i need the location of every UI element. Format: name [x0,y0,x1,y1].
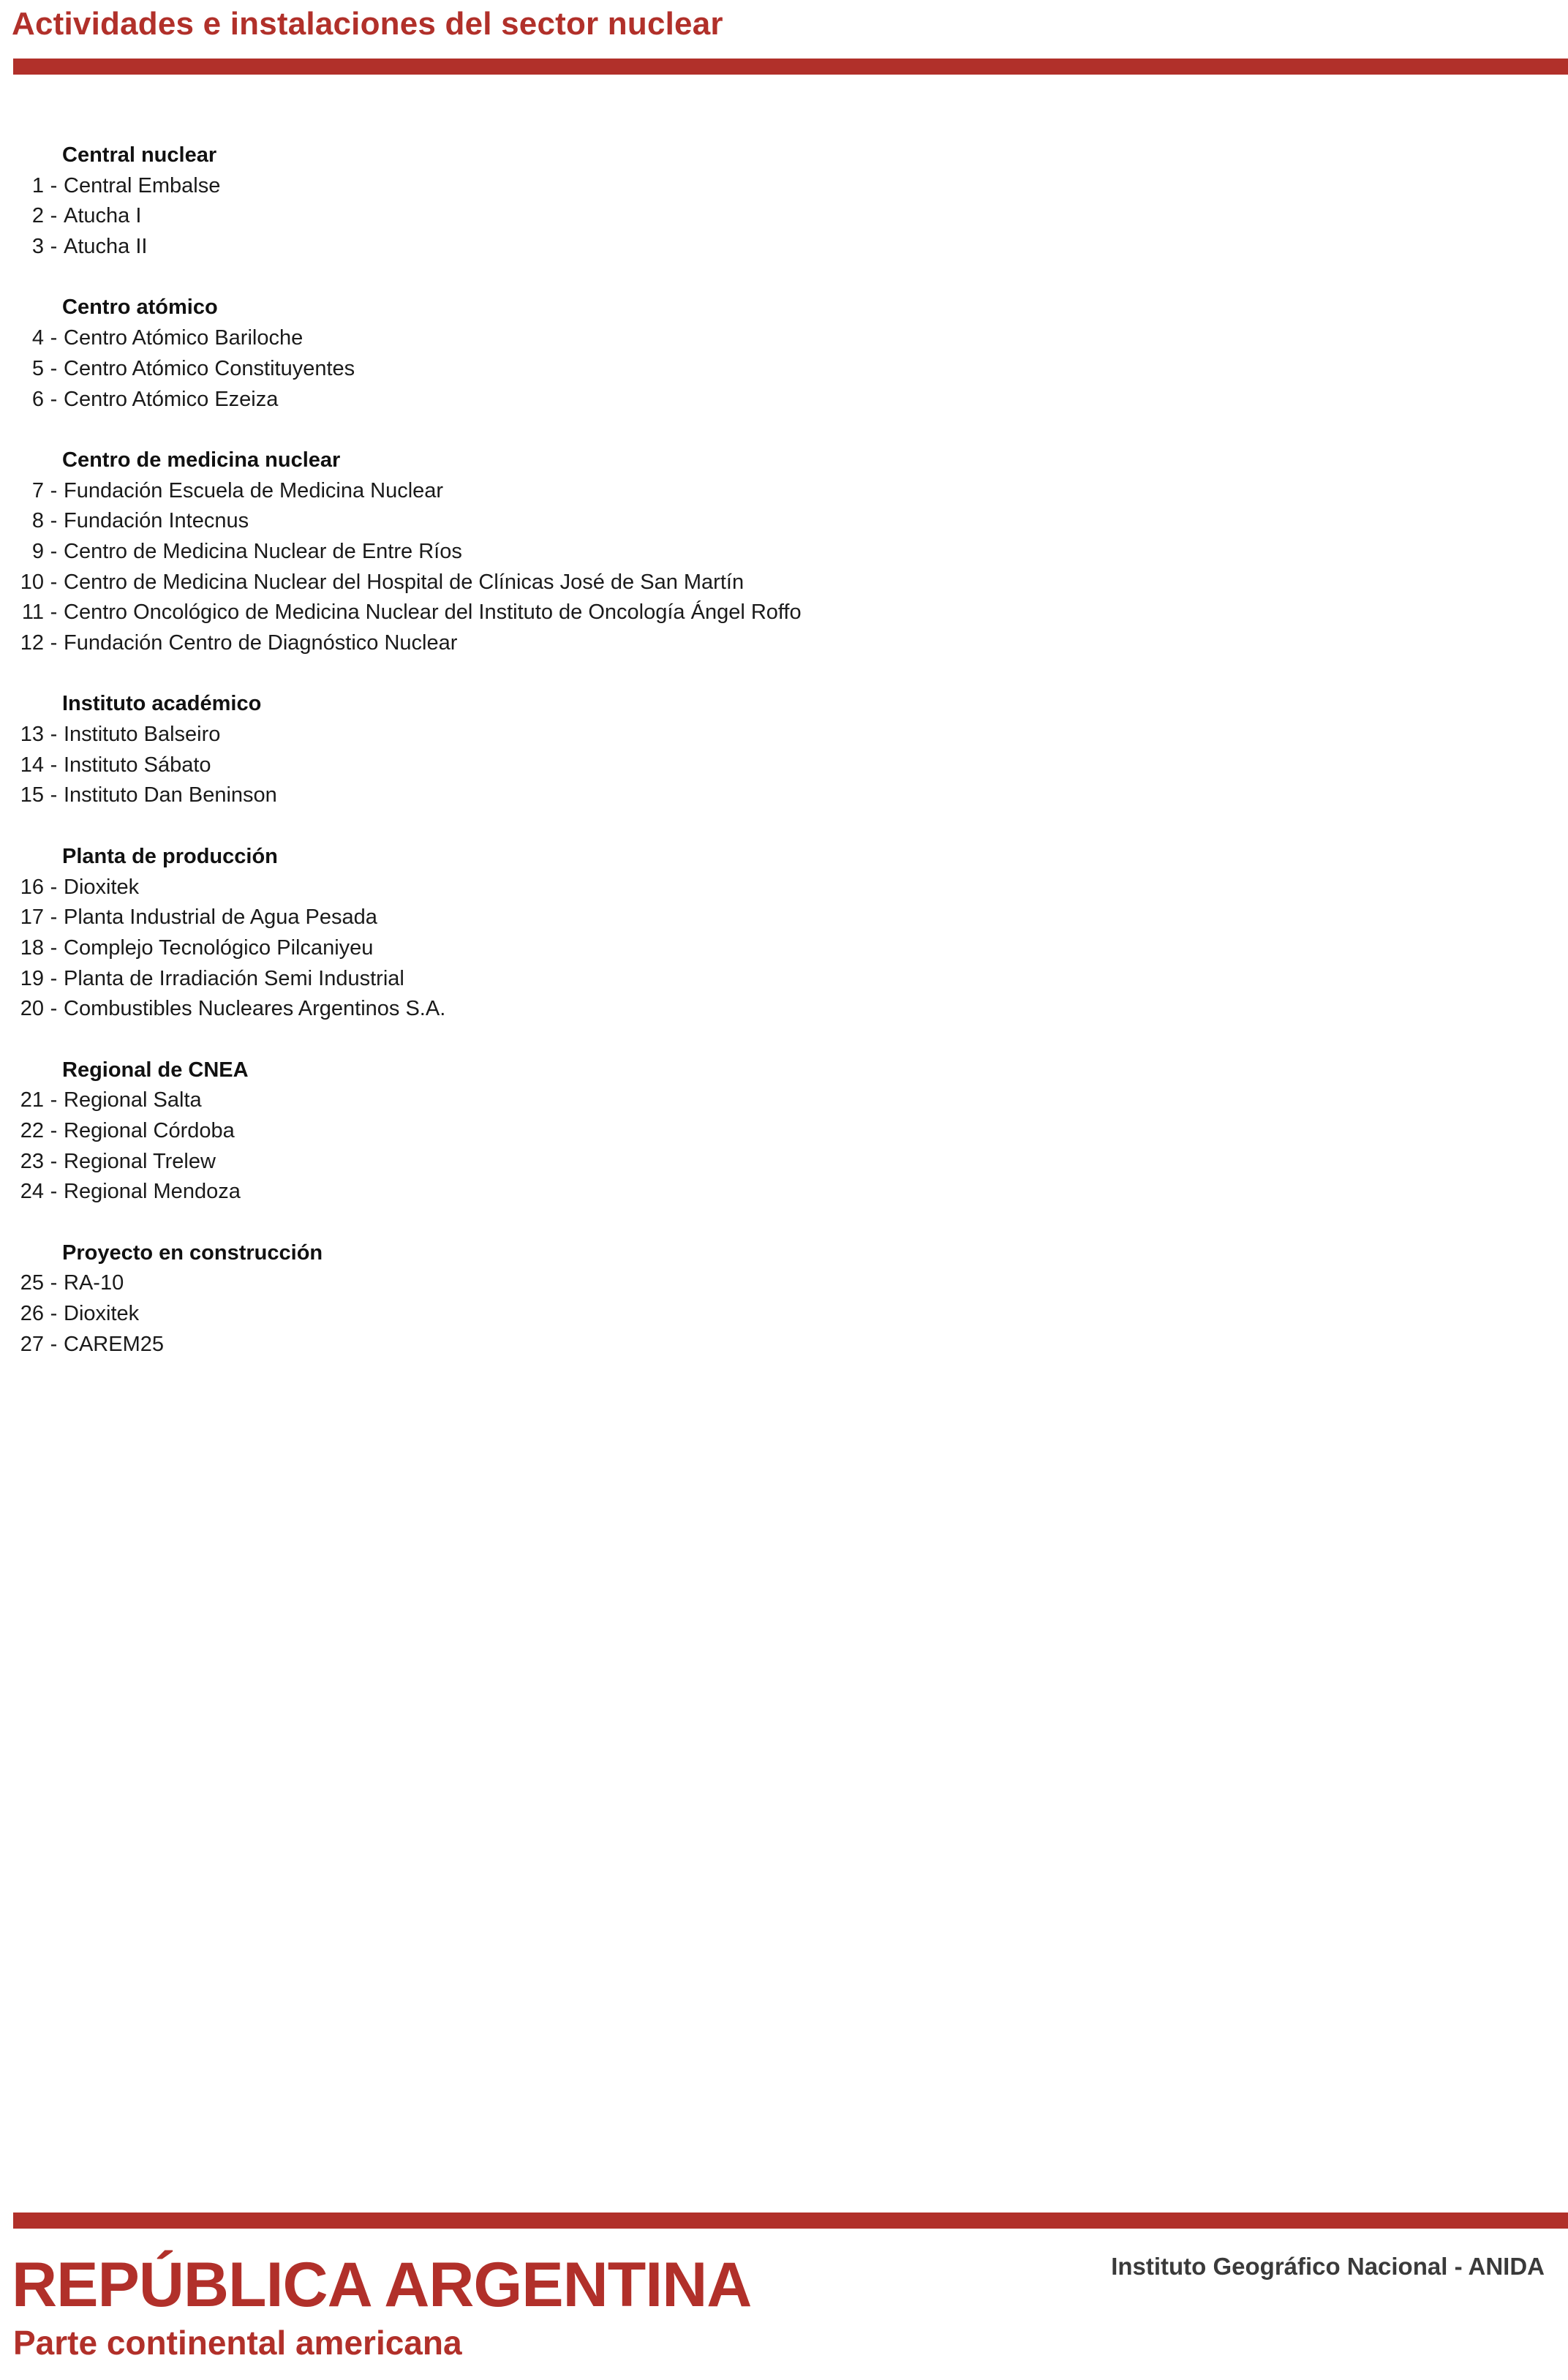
legend-item [0,903,1024,933]
item-name: Atucha II [64,235,148,259]
legend-item [0,720,1024,750]
legend-category [0,1238,1024,1360]
legend-item [0,598,1024,628]
category-title: Centro atómico [62,295,218,320]
item-number: 27 [20,1332,44,1356]
legend-item [0,323,1024,354]
item-separator: - [50,631,58,655]
legend-item [0,780,1024,811]
legend-item [0,1177,1024,1208]
legend-item [0,568,1024,598]
item-separator: - [50,783,58,807]
item-separator: - [50,478,58,502]
item-name: Fundación Centro de Diagnóstico Nuclear [64,631,458,655]
legend-item [0,1299,1024,1330]
item-separator: - [50,570,58,594]
item-name: Centro de Medicina Nuclear de Entre Ríos [64,539,462,563]
item-separator: - [50,1088,58,1112]
category-title: Centro de medicina nuclear [62,448,341,472]
legend-item [0,537,1024,568]
legend-item [0,933,1024,964]
legend-item [0,1085,1024,1116]
item-name: Fundación Escuela de Medicina Nuclear [64,478,444,502]
item-name: CAREM25 [64,1332,164,1356]
legend-item [0,1268,1024,1299]
item-name: Centro Atómico Ezeiza [64,387,279,411]
item-separator: - [50,1119,58,1142]
item-number: 8 [31,509,44,533]
item-name: Complejo Tecnológico Pilcaniyeu [64,935,374,960]
item-separator: - [50,356,58,380]
legend-item [0,201,1024,232]
item-name: Atucha I [64,204,142,228]
item-number: 11 [21,600,44,625]
item-name: Centro de Medicina Nuclear del Hospital de Clínicas José de San Martín [64,570,745,594]
legend-item [0,506,1024,537]
footer-divider [13,2213,1568,2229]
item-number: 4 [31,326,44,350]
item-separator: - [50,997,58,1021]
item-number: 6 [31,387,44,411]
item-separator: - [50,1302,58,1326]
item-number: 12 [20,631,44,655]
category-title: Planta de producción [62,844,278,868]
item-number: 15 [20,783,44,807]
item-number: 5 [31,356,44,380]
item-number: 18 [20,935,44,960]
item-separator: - [50,204,58,228]
item-name: Centro Oncológico de Medicina Nuclear del Instituto de Oncología Ángel Roffo [64,600,802,625]
category-title: Regional de CNEA [62,1058,249,1082]
item-number: 21 [20,1088,44,1112]
item-number: 25 [20,1271,44,1295]
legend-item [0,232,1024,263]
legend-item [0,171,1024,202]
item-name: Instituto Dan Beninson [64,783,277,807]
item-name: Regional Mendoza [64,1180,241,1204]
item-name: Combustibles Nucleares Argentinos S.A. [64,997,446,1021]
item-name: Central Embalse [64,173,221,197]
legend-category [0,140,1024,263]
item-separator: - [50,966,58,990]
item-number: 22 [20,1119,44,1142]
legend-item [0,385,1024,415]
item-separator: - [50,905,58,930]
legend-item [0,873,1024,903]
legend-item [0,1330,1024,1360]
item-separator: - [50,1180,58,1204]
category-title: Central nuclear [62,143,217,167]
item-separator: - [50,387,58,411]
item-separator: - [50,1271,58,1295]
item-name: Instituto Balseiro [64,723,221,747]
item-separator: - [50,1149,58,1173]
item-name: Centro Atómico Constituyentes [64,356,355,380]
publisher-credit: Instituto Geográfico Nacional - ANIDA [1111,2253,1545,2280]
item-name: Centro Atómico Bariloche [64,326,304,350]
item-number: 23 [20,1149,44,1173]
page-title: Actividades e instalaciones del sector nuclear [12,6,723,42]
item-name: Regional Córdoba [64,1119,235,1142]
item-name: Planta de Irradiación Semi Industrial [64,966,404,990]
item-name: Dioxitek [64,875,140,899]
item-number: 19 [20,966,44,990]
legend-item [0,994,1024,1025]
item-name: Fundación Intecnus [64,509,249,533]
item-name: Regional Salta [64,1088,202,1112]
item-separator: - [50,235,58,259]
legend-item [0,628,1024,659]
item-number: 16 [20,875,44,899]
item-name: Regional Trelew [64,1149,216,1173]
category-title: Instituto académico [62,692,262,716]
category-title: Proyecto en construcción [62,1240,323,1265]
item-name: Instituto Sábato [64,753,211,777]
legend-item [0,750,1024,781]
legend-category [0,842,1024,1025]
legend-category [0,1055,1024,1208]
legend-item [0,476,1024,507]
item-separator: - [50,326,58,350]
item-number: 13 [20,723,44,747]
legend-item [0,1147,1024,1178]
item-number: 24 [20,1180,44,1204]
item-number: 20 [20,997,44,1021]
item-name: RA-10 [64,1271,124,1295]
item-separator: - [50,600,58,625]
legend-category [0,293,1024,415]
item-number: 14 [20,753,44,777]
item-separator: - [50,723,58,747]
item-separator: - [50,1332,58,1356]
item-name: Dioxitek [64,1302,140,1326]
item-number: 3 [31,235,44,259]
item-number: 1 [31,173,44,197]
item-separator: - [50,509,58,533]
item-separator: - [50,935,58,960]
legend-category [0,689,1024,811]
header-divider [13,59,1568,75]
item-name: Planta Industrial de Agua Pesada [64,905,377,930]
item-number: 26 [20,1302,44,1326]
item-number: 10 [20,570,44,594]
country-subtitle: Parte continental americana [13,2324,462,2362]
item-separator: - [50,539,58,563]
item-number: 17 [20,905,44,930]
facility-legend [0,140,1024,1390]
legend-category [0,445,1024,659]
legend-item [0,1116,1024,1147]
item-separator: - [50,753,58,777]
item-number: 7 [31,478,44,502]
legend-item [0,964,1024,995]
country-title: REPÚBLICA ARGENTINA [12,2250,752,2320]
item-separator: - [50,173,58,197]
item-separator: - [50,875,58,899]
item-number: 9 [31,539,44,563]
legend-item [0,354,1024,385]
item-number: 2 [31,204,44,228]
